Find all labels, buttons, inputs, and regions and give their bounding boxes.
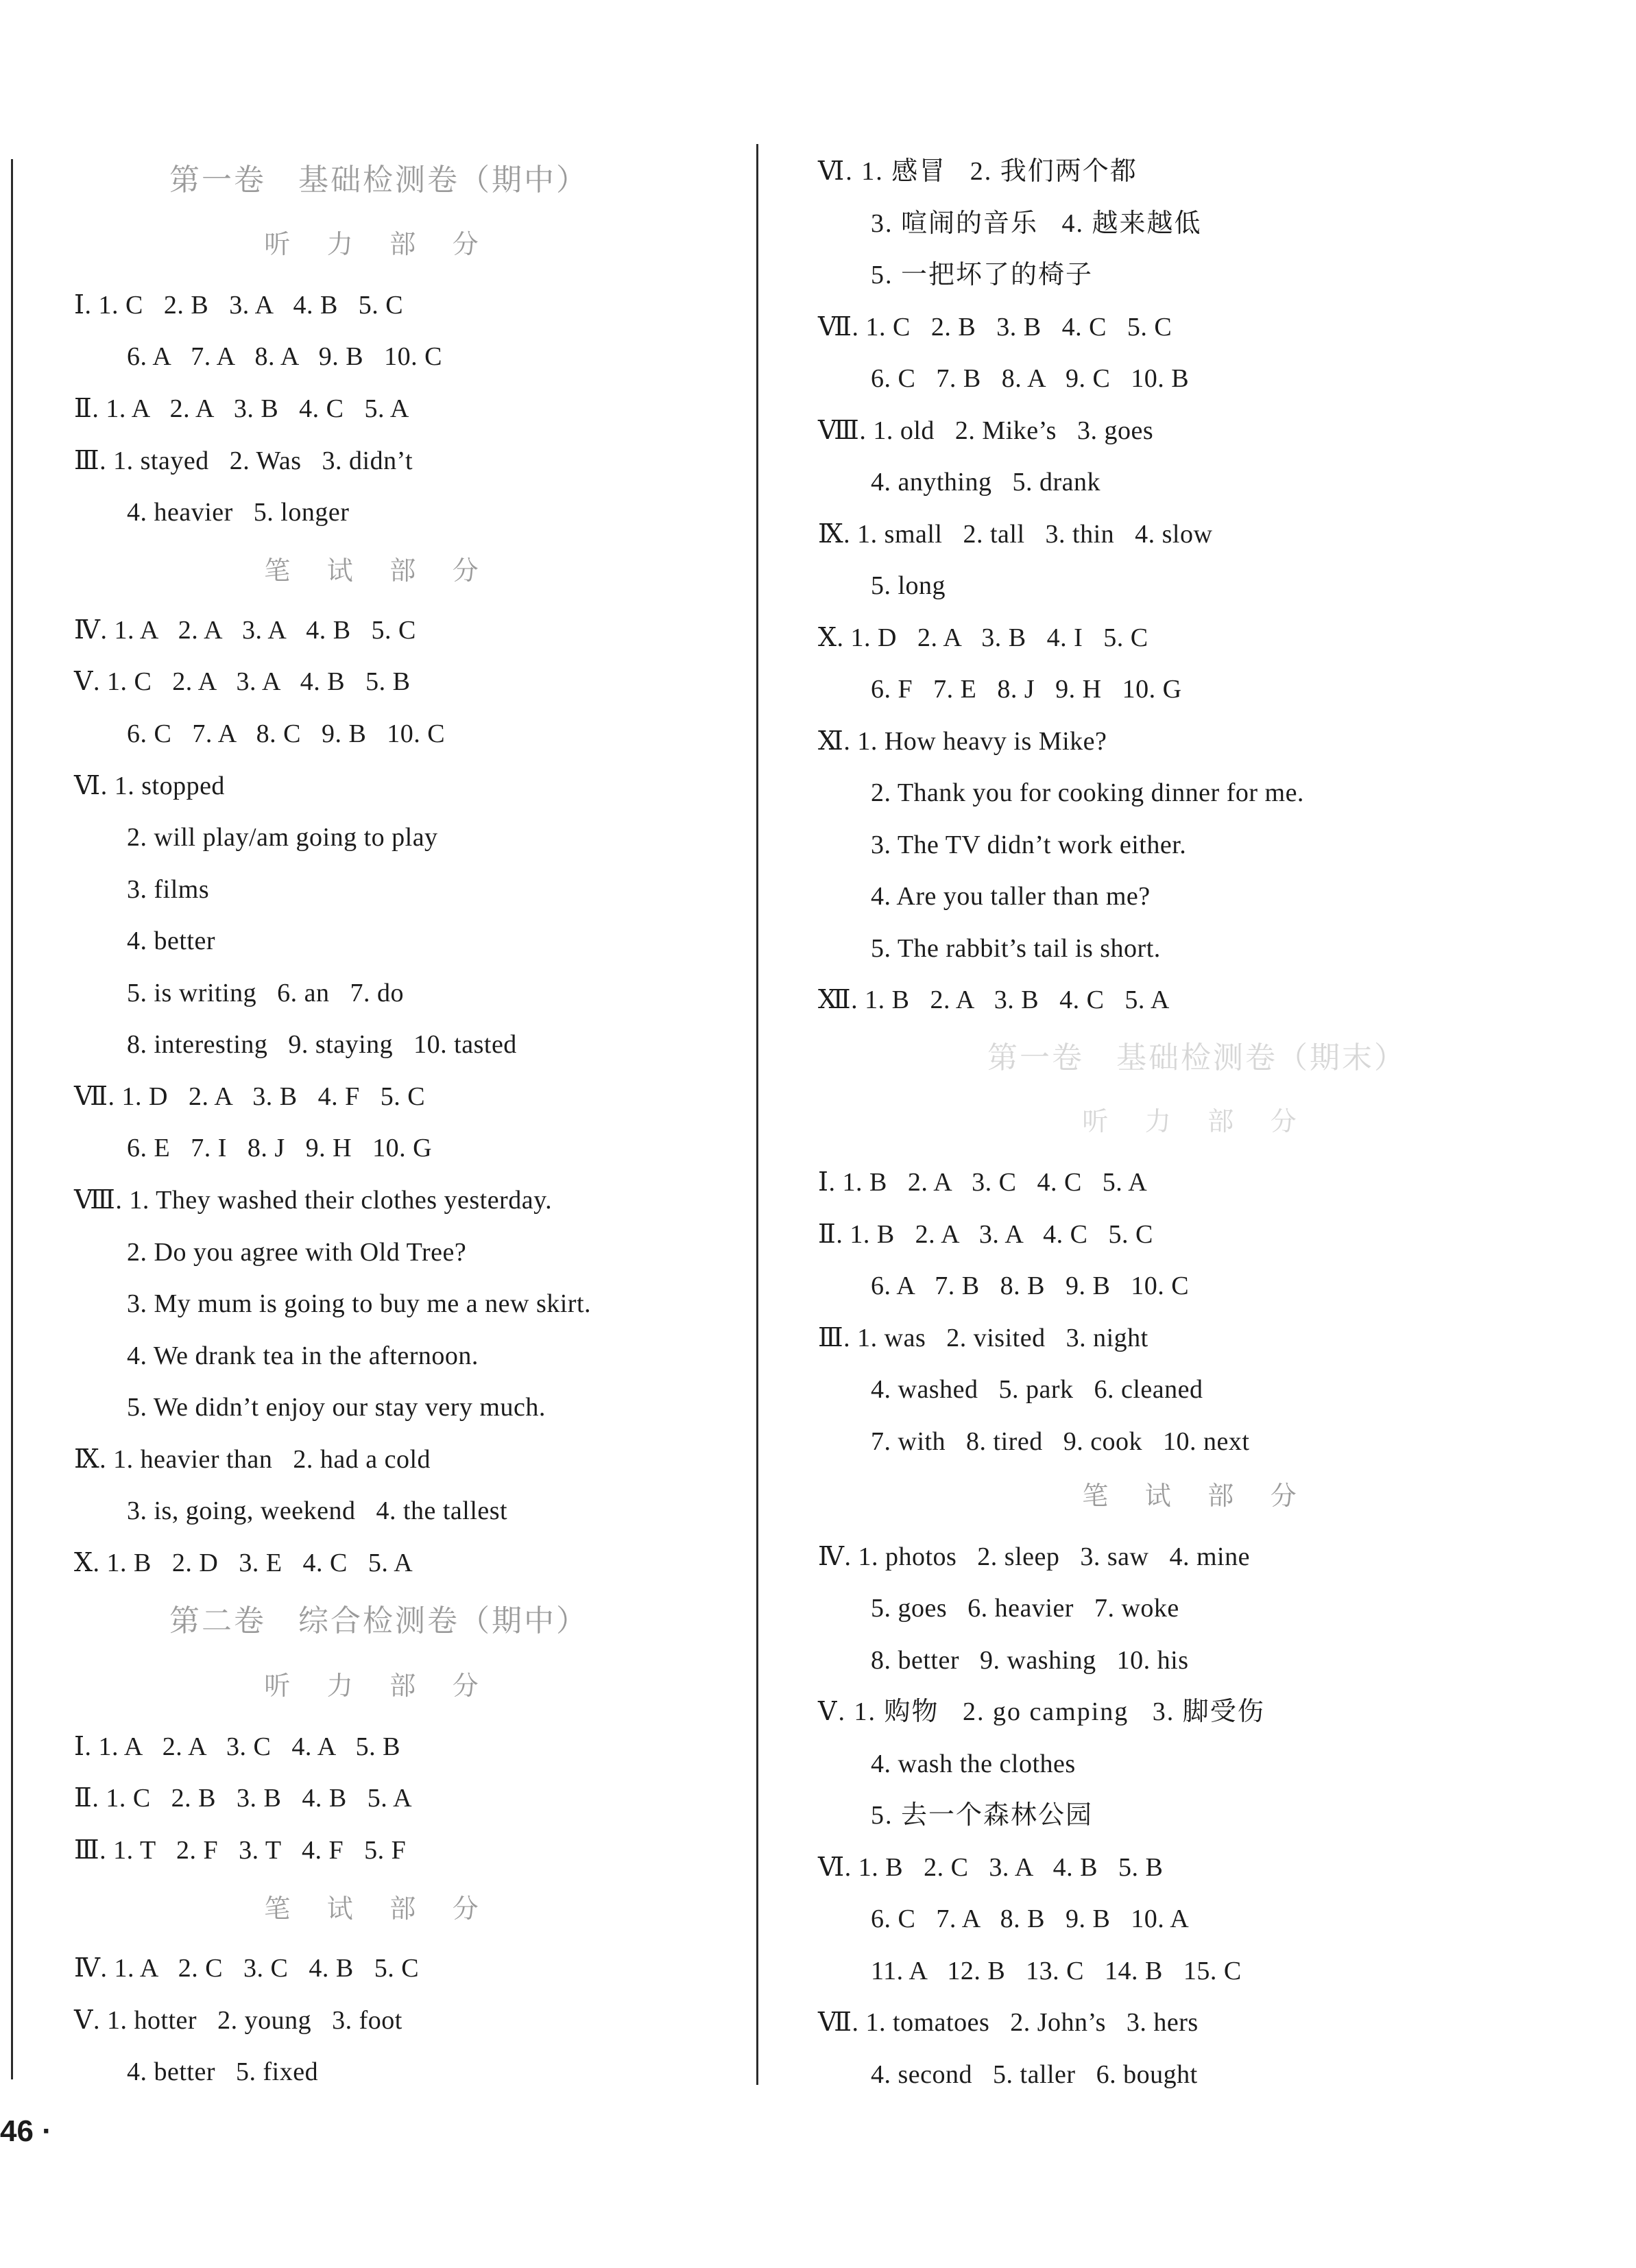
answer-line: Ⅱ. 1. B 2. A 3. A 4. C 5. C xyxy=(818,1220,1153,1249)
answer-line: Ⅵ. 1. 感冒 2. 我们两个都 xyxy=(818,157,1138,186)
answer-line: 5. 一把坏了的椅子 xyxy=(871,261,1094,289)
subsection-heading: 听 力 部 分 xyxy=(264,1672,494,1701)
answer-line: 7. with 8. tired 9. cook 10. next xyxy=(871,1427,1250,1456)
answer-line: 3. is, going, weekend 4. the tallest xyxy=(127,1496,508,1525)
answer-line: Ⅸ. 1. heavier than 2. had a cold xyxy=(74,1445,431,1474)
answer-line: Ⅴ. 1. hotter 2. young 3. foot xyxy=(74,2006,402,2035)
page-number: 46 · xyxy=(0,2114,52,2148)
answer-line: 4. anything 5. drank xyxy=(871,468,1101,497)
answer-line: 8. interesting 9. staying 10. tasted xyxy=(127,1030,517,1059)
answer-line: 5. goes 6. heavier 7. woke xyxy=(871,1594,1179,1623)
answer-line: 4. washed 5. park 6. cleaned xyxy=(871,1375,1203,1404)
answer-line: Ⅰ. 1. C 2. B 3. A 4. B 5. C xyxy=(74,291,404,320)
subsection-heading: 笔 试 部 分 xyxy=(264,1895,494,1924)
answer-line: 4. heavier 5. longer xyxy=(127,498,350,527)
answer-line: 3. My mum is going to buy me a new skirt. xyxy=(127,1289,592,1318)
answer-line: 6. C 7. A 8. C 9. B 10. C xyxy=(127,719,446,748)
answer-line: 4. better 5. fixed xyxy=(127,2057,319,2086)
answer-line: Ⅶ. 1. tomatoes 2. John’s 3. hers xyxy=(818,2008,1199,2037)
answer-line: 8. better 9. washing 10. his xyxy=(871,1646,1189,1675)
answer-line: 4. We drank tea in the afternoon. xyxy=(127,1341,479,1370)
answer-line: Ⅳ. 1. A 2. C 3. C 4. B 5. C xyxy=(74,1954,420,1983)
answer-line: Ⅶ. 1. C 2. B 3. B 4. C 5. C xyxy=(818,313,1172,342)
answer-line: 5. We didn’t enjoy our stay very much. xyxy=(127,1393,546,1422)
left-margin-rule xyxy=(11,159,13,2079)
answer-line: Ⅰ. 1. B 2. A 3. C 4. C 5. A xyxy=(818,1168,1148,1197)
answer-line: 6. F 7. E 8. J 9. H 10. G xyxy=(871,675,1182,704)
answer-line: 6. C 7. A 8. B 9. B 10. A xyxy=(871,1905,1190,1933)
answer-line: Ⅱ. 1. C 2. B 3. B 4. B 5. A xyxy=(74,1784,413,1813)
answer-line: 4. better xyxy=(127,927,216,955)
answer-line: Ⅶ. 1. D 2. A 3. B 4. F 5. C xyxy=(74,1082,426,1111)
answer-line: Ⅵ. 1. B 2. C 3. A 4. B 5. B xyxy=(818,1853,1164,1882)
subsection-heading: 笔 试 部 分 xyxy=(264,557,494,586)
answer-line: 3. The TV didn’t work either. xyxy=(871,831,1187,859)
section-heading: 第二卷 综合检测卷（期中） xyxy=(169,1604,588,1638)
answer-line: Ⅻ. 1. B 2. A 3. B 4. C 5. A xyxy=(818,986,1170,1014)
answer-line: Ⅹ. 1. B 2. D 3. E 4. C 5. A xyxy=(74,1549,413,1577)
answer-line: Ⅷ. 1. They washed their clothes yesterday. xyxy=(74,1186,553,1215)
answer-line: 5. 去一个森林公园 xyxy=(871,1801,1094,1830)
answer-line: 3. films xyxy=(127,875,210,904)
answer-line: Ⅳ. 1. photos 2. sleep 3. saw 4. mine xyxy=(818,1542,1250,1571)
answer-line: Ⅸ. 1. small 2. tall 3. thin 4. slow xyxy=(818,520,1213,549)
subsection-heading: 听 力 部 分 xyxy=(1082,1108,1312,1136)
answer-line: 4. wash the clothes xyxy=(871,1750,1076,1778)
answer-line: Ⅹ. 1. D 2. A 3. B 4. I 5. C xyxy=(818,623,1148,652)
subsection-heading: 听 力 部 分 xyxy=(264,230,494,259)
answer-line: Ⅲ. 1. stayed 2. Was 3. didn’t xyxy=(74,446,413,475)
answer-line: 5. long xyxy=(871,571,946,600)
answer-line: Ⅴ. 1. 购物 2. go camping 3. 脚受伤 xyxy=(818,1697,1265,1726)
answer-line: Ⅴ. 1. C 2. A 3. A 4. B 5. B xyxy=(74,667,411,696)
section-heading: 第一卷 基础检测卷（期中） xyxy=(169,163,588,197)
answer-line: 6. E 7. I 8. J 9. H 10. G xyxy=(127,1134,433,1162)
section-heading: 第一卷 基础检测卷（期末） xyxy=(987,1041,1406,1075)
answer-line: 5. The rabbit’s tail is short. xyxy=(871,934,1161,963)
answer-line: 6. C 7. B 8. A 9. C 10. B xyxy=(871,364,1190,393)
answer-line: Ⅰ. 1. A 2. A 3. C 4. A 5. B xyxy=(74,1732,400,1761)
answer-line: 6. A 7. A 8. A 9. B 10. C xyxy=(127,342,442,371)
answer-line: Ⅳ. 1. A 2. A 3. A 4. B 5. C xyxy=(74,616,416,645)
answer-line: 6. A 7. B 8. B 9. B 10. C xyxy=(871,1272,1190,1300)
answer-line: 3. 喧闹的音乐 4. 越来越低 xyxy=(871,209,1202,238)
answer-line: 2. Do you agree with Old Tree? xyxy=(127,1238,467,1267)
subsection-heading: 笔 试 部 分 xyxy=(1082,1482,1312,1511)
answer-line: Ⅲ. 1. was 2. visited 3. night xyxy=(818,1324,1148,1352)
answer-line: Ⅲ. 1. T 2. F 3. T 4. F 5. F xyxy=(74,1836,407,1865)
answer-line: 4. Are you taller than me? xyxy=(871,882,1151,911)
answer-line: 2. Thank you for cooking dinner for me. xyxy=(871,778,1304,807)
answer-line: Ⅵ. 1. stopped xyxy=(74,772,225,800)
answer-line: 4. second 5. taller 6. bought xyxy=(871,2060,1198,2089)
answer-line: Ⅱ. 1. A 2. A 3. B 4. C 5. A xyxy=(74,394,409,423)
answer-line: Ⅷ. 1. old 2. Mike’s 3. goes xyxy=(818,416,1154,445)
answer-line: 2. will play/am going to play xyxy=(127,823,438,852)
answer-line: Ⅺ. 1. How heavy is Mike? xyxy=(818,727,1107,756)
answer-line: 11. A 12. B 13. C 14. B 15. C xyxy=(871,1957,1242,1985)
answer-line: 5. is writing 6. an 7. do xyxy=(127,979,404,1007)
